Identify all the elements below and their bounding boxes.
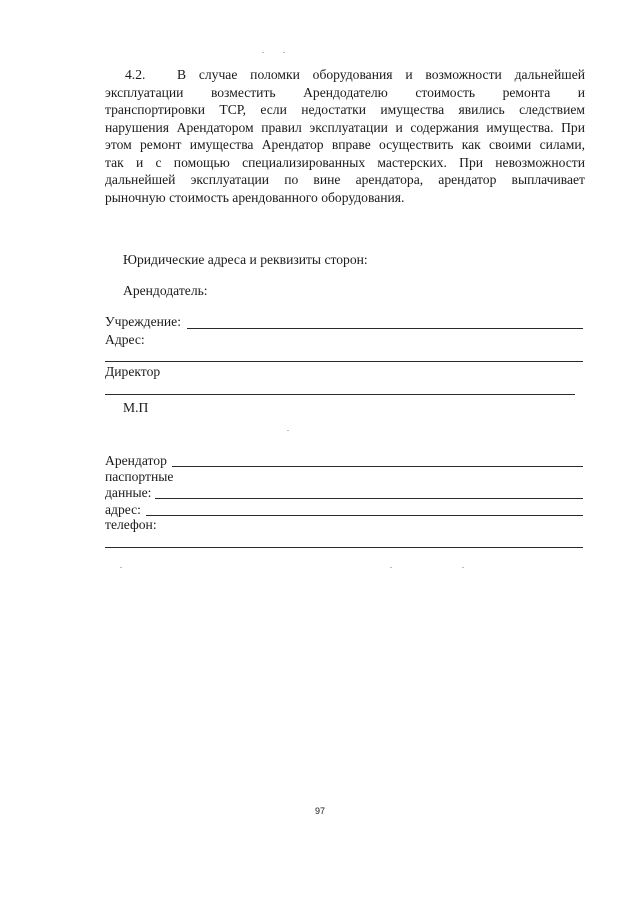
clause-line-8: рыночную стоимость арендованного оборудования. <box>105 189 405 205</box>
clause-line-7: дальнейшей эксплуатации по вине арендатора, арендатор выплачивает <box>105 172 585 187</box>
passport-line <box>155 498 583 499</box>
page-number: 97 <box>314 806 325 816</box>
scan-speck <box>262 52 264 53</box>
clause-line-2: эксплуатации возместить Арендодателю стоимость ремонта и <box>105 84 585 100</box>
director-signature-line <box>105 394 575 395</box>
clause-line-5: этом ремонт имущества Арендатор вправе осуществить как своими силами, <box>105 137 585 152</box>
landlord-title: Арендодатель: <box>123 283 208 298</box>
clause-line-4: нарушения Арендатором правил эксплуатации и содержания имущества. При <box>105 119 585 135</box>
requisites-heading: Юридические адреса и реквизиты сторон: <box>123 252 368 267</box>
address-label: Адрес: <box>105 332 145 347</box>
passport-label-2: данные: <box>105 485 152 500</box>
clause-line-1: 4.2. В случае поломки оборудования и возможности дальнейшей <box>105 66 585 84</box>
clause-line-3: транспортировки ТСР, если недостатки имущества явились следствием <box>105 102 585 117</box>
institution-label: Учреждение: <box>105 314 181 329</box>
director-label: Директор <box>105 364 161 379</box>
passport-label-1: паспортные <box>105 469 174 484</box>
phone-line <box>105 547 583 548</box>
scan-speck <box>390 567 392 568</box>
tenant-address-label: адрес: <box>105 502 141 517</box>
tenant-label: Арендатор <box>105 453 167 468</box>
phone-label: телефон: <box>105 517 157 532</box>
clause-line-6: так и с помощью специализированных мастерских. При невозможности <box>105 154 585 170</box>
institution-line <box>187 328 583 329</box>
scan-speck <box>283 52 285 53</box>
clause-paragraph <box>105 66 585 206</box>
address-line <box>105 361 583 362</box>
scan-speck <box>120 567 122 568</box>
clause-number: 4.2. <box>125 67 146 82</box>
scan-speck <box>462 567 464 568</box>
scan-speck <box>287 430 289 431</box>
stamp-label: М.П <box>123 400 149 415</box>
tenant-line <box>172 466 583 467</box>
tenant-address-line <box>146 515 583 516</box>
